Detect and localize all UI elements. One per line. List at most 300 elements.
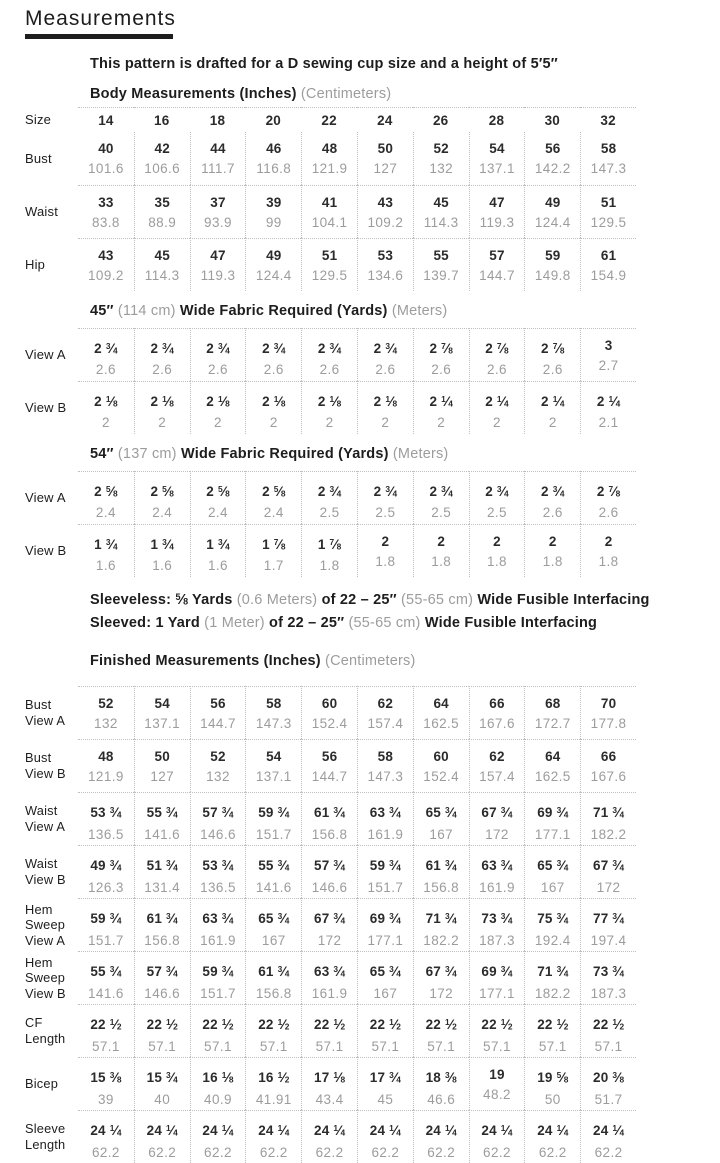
- inches-value: 22 $^1⁄_2$: [202, 1017, 234, 1033]
- text-segment-muted: (Centimeters): [325, 653, 416, 670]
- measurement-cell: [469, 739, 525, 792]
- inches-value: 61 $^3⁄_4$: [425, 858, 457, 874]
- measurement-cell: [524, 185, 580, 238]
- measurement-cell: [301, 951, 357, 1004]
- measurement-cell: [190, 328, 246, 381]
- text-segment: 54″: [90, 446, 118, 462]
- inches-value: 1 $^3⁄_4$: [150, 536, 174, 552]
- inches-value: 2 $^1⁄_8$: [150, 393, 174, 409]
- measurement-cell: [580, 845, 636, 898]
- centimeters-value: 2: [158, 415, 167, 431]
- inches-value: 2 $^3⁄_4$: [262, 340, 286, 356]
- measurement-cell: [357, 132, 413, 185]
- measurement-cell: [469, 898, 525, 951]
- finished-measurements-heading: [90, 653, 720, 669]
- inches-value: 45: [433, 195, 449, 210]
- measurement-cell: [524, 1004, 580, 1057]
- centimeters-value: 2.6: [152, 362, 173, 378]
- measurement-cell: [580, 524, 636, 577]
- measurement-cell: [580, 238, 636, 291]
- size-label: Size: [25, 111, 52, 127]
- measurement-cell: [78, 132, 134, 185]
- table-row: [25, 1057, 720, 1110]
- measurement-cell: [134, 381, 190, 434]
- text-segment-muted: (1 Meter): [204, 615, 270, 632]
- centimeters-value: 99: [265, 215, 282, 230]
- centimeters-value: 2.6: [375, 362, 396, 378]
- measurement-cell: [245, 1004, 301, 1057]
- inches-value: 22 $^1⁄_2$: [425, 1017, 457, 1033]
- measurement-cell: [301, 1110, 357, 1163]
- inches-value: 75 $^3⁄_4$: [537, 911, 569, 927]
- inches-value: 54: [489, 141, 505, 156]
- inches-value: 52: [210, 749, 226, 765]
- fabric-45-heading: [90, 303, 720, 319]
- centimeters-value: 57.1: [538, 1038, 567, 1054]
- interfacing-notes: [0, 586, 720, 634]
- measurement-cell: [301, 328, 357, 381]
- measurement-cell: [413, 524, 469, 577]
- text-segment-muted: (137 cm): [117, 446, 181, 462]
- inches-value: 64: [545, 749, 561, 765]
- centimeters-value: 136.5: [88, 826, 124, 842]
- measurement-cell: [580, 1004, 636, 1057]
- inches-value: 20 $^3⁄_8$: [592, 1070, 625, 1086]
- centimeters-value: 146.6: [200, 826, 236, 842]
- measurement-cell: [134, 686, 190, 739]
- centimeters-value: 111.7: [201, 161, 235, 176]
- inches-value: 42: [154, 141, 170, 156]
- measurement-cell: [413, 185, 469, 238]
- centimeters-value: 129.5: [311, 268, 348, 283]
- inches-value: 24 $^1⁄_4$: [369, 1123, 401, 1139]
- centimeters-value: 2.6: [319, 362, 340, 378]
- centimeters-value: 2: [548, 415, 557, 431]
- centimeters-value: 192.4: [534, 932, 571, 948]
- measurement-cell: [469, 1057, 525, 1110]
- inches-value: 57 $^3⁄_4$: [146, 964, 178, 980]
- text-segment-muted: (55-65 cm): [348, 615, 425, 632]
- text-segment: Sleeved: 1 Yard: [90, 615, 205, 632]
- centimeters-value: 1.6: [208, 558, 228, 574]
- table-row: [25, 739, 720, 792]
- text-segment: Sleeveless: $^5⁄_8$ Yards: [90, 592, 237, 609]
- centimeters-value: 2.6: [486, 362, 507, 378]
- text-segment-muted: (Meters): [392, 446, 449, 462]
- centimeters-value: 57.1: [204, 1038, 232, 1054]
- inches-value: 51: [321, 248, 338, 263]
- measurement-cell: [134, 845, 190, 898]
- centimeters-value: 127: [150, 769, 175, 785]
- inches-value: 2 $^5⁄_8$: [262, 483, 286, 499]
- centimeters-value: 1.8: [542, 554, 563, 569]
- measurement-cell: [134, 328, 190, 381]
- table-row: [25, 132, 720, 185]
- measurement-cell: [524, 471, 580, 524]
- text-segment: of 22 – 25″: [321, 592, 402, 609]
- measurement-cell: [357, 471, 413, 524]
- inches-value: 66: [489, 696, 505, 712]
- measurement-cell: [413, 1110, 469, 1163]
- row-label: Waist View A: [25, 803, 66, 834]
- inches-value: 2 $^5⁄_8$: [150, 483, 174, 499]
- centimeters-value: 151.7: [255, 826, 292, 842]
- centimeters-value: 2.4: [208, 505, 228, 521]
- measurement-cell: [469, 792, 525, 845]
- interfacing-note-sleeveless: [90, 586, 720, 612]
- measurement-cell: [524, 792, 580, 845]
- measurement-cell: [469, 845, 525, 898]
- measurement-cell: [245, 238, 301, 291]
- measurement-cell: [78, 686, 134, 739]
- measurement-cell: [134, 185, 190, 238]
- centimeters-value: 2: [493, 415, 501, 431]
- measurement-cell: [469, 686, 525, 739]
- size-value: 22: [301, 107, 357, 132]
- inches-value: 52: [98, 696, 114, 712]
- measurement-cell: [245, 686, 301, 739]
- inches-value: 56: [210, 696, 226, 712]
- measurement-cell: [134, 792, 190, 845]
- row-label: Hem Sweep View B: [25, 954, 66, 1001]
- inches-value: 2: [548, 534, 557, 549]
- centimeters-value: 162.5: [423, 716, 460, 732]
- inches-value: 63 $^3⁄_4$: [202, 911, 234, 927]
- measurement-cell: [357, 381, 413, 434]
- inches-value: 2: [381, 534, 390, 549]
- table-row: [25, 1110, 720, 1163]
- size-header-row: [25, 107, 720, 132]
- measurement-cell: [580, 686, 636, 739]
- measurement-cell: [78, 238, 134, 291]
- inches-value: 19 $^5⁄_8$: [537, 1070, 569, 1086]
- centimeters-value: 161.9: [311, 985, 348, 1001]
- centimeters-value: 162.5: [534, 769, 571, 785]
- text-segment: Wide Fabric Required (Yards): [180, 446, 393, 462]
- size-value: 14: [78, 107, 134, 132]
- inches-value: 2 $^3⁄_4$: [150, 340, 174, 356]
- centimeters-value: 167.6: [590, 769, 627, 785]
- row-label: Sleeve Length: [25, 1121, 66, 1152]
- centimeters-value: 88.9: [148, 215, 177, 230]
- centimeters-value: 2.4: [95, 505, 116, 521]
- inches-value: 59 $^3⁄_4$: [90, 911, 122, 927]
- centimeters-value: 156.8: [423, 879, 460, 895]
- inches-value: 50: [154, 749, 170, 765]
- measurement-cell: [301, 471, 357, 524]
- centimeters-value: 127: [373, 161, 398, 176]
- centimeters-value: 2: [437, 415, 446, 431]
- inches-value: 47: [210, 248, 226, 263]
- row-label: Bust View A: [25, 697, 66, 728]
- table-row: [25, 951, 720, 1004]
- measurement-cell: [524, 381, 580, 434]
- centimeters-value: 182.2: [534, 985, 571, 1001]
- centimeters-value: 147.3: [255, 716, 292, 732]
- centimeters-value: 187.3: [479, 932, 515, 948]
- inches-value: 22 $^1⁄_2$: [537, 1017, 569, 1033]
- measurement-cell: [413, 381, 469, 434]
- measurement-cell: [190, 471, 246, 524]
- centimeters-value: 147.3: [590, 161, 627, 176]
- table-row: [25, 328, 720, 381]
- inches-value: 55 $^3⁄_4$: [258, 858, 290, 874]
- measurement-cell: [301, 132, 357, 185]
- inches-value: 67 $^3⁄_4$: [314, 911, 346, 927]
- inches-value: 67 $^3⁄_4$: [425, 964, 457, 980]
- measurement-cell: [413, 1057, 469, 1110]
- inches-value: 65 $^3⁄_4$: [425, 805, 457, 821]
- measurement-cell: [245, 185, 301, 238]
- centimeters-value: 62.2: [259, 1144, 288, 1160]
- inches-value: 2 $^1⁄_8$: [373, 393, 398, 409]
- inches-value: 43: [377, 195, 394, 210]
- text-segment: Body Measurements (Inches): [90, 86, 301, 102]
- inches-value: 73 $^3⁄_4$: [481, 911, 513, 927]
- table-row: [25, 524, 720, 577]
- centimeters-value: 2: [381, 415, 390, 431]
- inches-value: 22 $^1⁄_2$: [258, 1017, 290, 1033]
- centimeters-value: 2.6: [542, 505, 563, 521]
- centimeters-value: 57.1: [315, 1038, 344, 1054]
- text-segment-muted: (0.6 Meters): [236, 592, 322, 609]
- centimeters-value: 46.6: [427, 1091, 456, 1107]
- measurement-cell: [580, 328, 636, 381]
- measurement-cell: [580, 792, 636, 845]
- inches-value: 2 $^3⁄_4$: [429, 483, 453, 499]
- inches-value: 61 $^3⁄_4$: [146, 911, 178, 927]
- text-segment: of 22 – 25″: [269, 615, 349, 632]
- inches-value: 22 $^1⁄_2$: [592, 1017, 625, 1033]
- centimeters-value: 129.5: [590, 215, 627, 230]
- table-row: [25, 238, 720, 291]
- finished-measurements-table: [25, 686, 720, 1163]
- text-segment-muted: (114 cm): [117, 303, 180, 319]
- inches-value: 2 $^1⁄_4$: [541, 393, 565, 409]
- measurement-cell: [357, 328, 413, 381]
- measurement-cell: [524, 1057, 580, 1110]
- measurement-cell: [245, 1110, 301, 1163]
- centimeters-value: 2.7: [598, 358, 619, 373]
- centimeters-value: 161.9: [479, 879, 515, 895]
- centimeters-value: 137.1: [479, 161, 515, 176]
- inches-value: 63 $^3⁄_4$: [314, 964, 346, 980]
- measurement-cell: [469, 238, 525, 291]
- inches-value: 2 $^1⁄_4$: [485, 393, 509, 409]
- body-measurements-table: [25, 107, 720, 291]
- measurement-cell: [413, 845, 469, 898]
- measurement-cell: [134, 471, 190, 524]
- measurement-cell: [78, 1110, 134, 1163]
- inches-value: 2: [437, 534, 446, 549]
- measurement-cell: [190, 185, 246, 238]
- measurement-cell: [357, 739, 413, 792]
- centimeters-value: 109.2: [88, 268, 124, 283]
- centimeters-value: 146.6: [311, 879, 348, 895]
- inches-value: 51: [600, 195, 617, 210]
- centimeters-value: 156.8: [144, 932, 181, 948]
- centimeters-value: 2.1: [598, 415, 619, 431]
- centimeters-value: 62.2: [91, 1144, 120, 1160]
- centimeters-value: 151.7: [367, 879, 404, 895]
- intro-text: This pattern is drafted for a D sewing cup size and a height of 5′5″: [90, 56, 558, 72]
- measurement-cell: [190, 524, 246, 577]
- centimeters-value: 1.8: [375, 554, 396, 569]
- inches-value: 24 $^1⁄_4$: [90, 1123, 122, 1139]
- size-value: 24: [357, 107, 413, 132]
- measurement-cell: [357, 951, 413, 1004]
- inches-value: 22 $^1⁄_2$: [146, 1017, 178, 1033]
- inches-value: 67 $^3⁄_4$: [592, 858, 625, 874]
- measurement-cell: [524, 739, 580, 792]
- measurement-cell: [357, 524, 413, 577]
- centimeters-value: 147.3: [367, 769, 404, 785]
- centimeters-value: 1.7: [263, 558, 284, 574]
- text-segment-muted: (Meters): [391, 303, 448, 319]
- inches-value: 50: [377, 141, 394, 156]
- inches-value: 39: [266, 195, 282, 210]
- centimeters-value: 1.6: [152, 558, 173, 574]
- centimeters-value: 1.8: [319, 558, 340, 574]
- centimeters-value: 2.5: [319, 505, 340, 521]
- measurement-cell: [301, 845, 357, 898]
- inches-value: 58: [377, 749, 394, 765]
- inches-value: 24 $^1⁄_4$: [481, 1123, 513, 1139]
- measurement-cell: [190, 132, 246, 185]
- row-label: Waist View B: [25, 856, 66, 887]
- centimeters-value: 141.6: [88, 985, 124, 1001]
- measurement-cell: [413, 686, 469, 739]
- centimeters-value: 1.6: [95, 558, 116, 574]
- measurement-cell: [190, 1057, 246, 1110]
- row-label: Bust: [25, 150, 52, 166]
- row-label: Hem Sweep View A: [25, 901, 66, 948]
- inches-value: 65 $^3⁄_4$: [369, 964, 401, 980]
- text-segment: Wide Fusible Interfacing: [424, 615, 598, 632]
- measurement-cell: [580, 951, 636, 1004]
- centimeters-value: 2.6: [542, 362, 563, 378]
- inches-value: 2 $^7⁄_8$: [541, 340, 565, 356]
- table-row: [25, 381, 720, 434]
- inches-value: 1 $^3⁄_4$: [206, 536, 230, 552]
- body-measurements-heading: [90, 86, 720, 102]
- centimeters-value: 116.8: [256, 161, 292, 176]
- text-segment-muted: (55-65 cm): [401, 592, 478, 609]
- inches-value: 40: [98, 141, 114, 156]
- inches-value: 56: [321, 749, 338, 765]
- measurement-cell: [469, 381, 525, 434]
- centimeters-value: 121.9: [88, 769, 124, 785]
- row-label: View A: [25, 489, 66, 505]
- centimeters-value: 167: [429, 826, 454, 842]
- centimeters-value: 161.9: [367, 826, 404, 842]
- inches-value: 71 $^3⁄_4$: [592, 805, 625, 821]
- inches-value: 2 $^3⁄_4$: [94, 340, 118, 356]
- text-segment: Wide Fusible Interfacing: [477, 592, 650, 609]
- inches-value: 22 $^1⁄_2$: [314, 1017, 346, 1033]
- centimeters-value: 62.2: [538, 1144, 567, 1160]
- measurement-cell: [190, 739, 246, 792]
- measurement-cell: [357, 1004, 413, 1057]
- measurement-cell: [245, 792, 301, 845]
- inches-value: 2 $^1⁄_4$: [429, 393, 453, 409]
- centimeters-value: 132: [429, 161, 454, 176]
- centimeters-value: 2: [269, 415, 278, 431]
- inches-value: 19: [489, 1067, 505, 1083]
- centimeters-value: 167: [373, 985, 398, 1001]
- measurement-cell: [301, 381, 357, 434]
- measurement-cell: [245, 524, 301, 577]
- inches-value: 2 $^3⁄_4$: [541, 483, 565, 499]
- interfacing-note-sleeved: [90, 612, 720, 634]
- measurement-cell: [134, 1057, 190, 1110]
- centimeters-value: 50: [544, 1091, 561, 1107]
- centimeters-value: 172: [485, 826, 509, 842]
- centimeters-value: 2.6: [598, 505, 619, 521]
- inches-value: 2 $^1⁄_4$: [596, 393, 621, 409]
- measurement-cell: [524, 132, 580, 185]
- inches-value: 24 $^1⁄_4$: [425, 1123, 457, 1139]
- inches-value: 45: [154, 248, 170, 263]
- table-row: [25, 845, 720, 898]
- centimeters-value: 62.2: [204, 1144, 232, 1160]
- inches-value: 58: [600, 141, 617, 156]
- row-label: CF Length: [25, 1015, 66, 1046]
- measurement-cell: [134, 1110, 190, 1163]
- table-row: [25, 898, 720, 951]
- centimeters-value: 151.7: [200, 985, 236, 1001]
- measurement-cell: [580, 132, 636, 185]
- centimeters-value: 157.4: [367, 716, 404, 732]
- inches-value: 69 $^3⁄_4$: [481, 964, 513, 980]
- measurement-cell: [580, 739, 636, 792]
- inches-value: 71 $^3⁄_4$: [425, 911, 457, 927]
- centimeters-value: 57.1: [483, 1038, 511, 1054]
- measurement-cell: [580, 898, 636, 951]
- measurement-cell: [245, 471, 301, 524]
- size-value: 20: [245, 107, 301, 132]
- measurement-cell: [301, 792, 357, 845]
- measurement-cell: [413, 739, 469, 792]
- inches-value: 59 $^3⁄_4$: [202, 964, 234, 980]
- title-underline: [25, 34, 173, 39]
- inches-value: 43: [98, 248, 114, 263]
- inches-value: 61: [600, 248, 617, 263]
- inches-value: 57: [489, 248, 505, 263]
- measurement-cell: [78, 951, 134, 1004]
- centimeters-value: 154.9: [590, 268, 627, 283]
- centimeters-value: 1.8: [486, 554, 507, 569]
- inches-value: 2 $^7⁄_8$: [429, 340, 453, 356]
- table-row: [25, 1004, 720, 1057]
- centimeters-value: 132: [206, 769, 230, 785]
- row-label: Waist: [25, 203, 59, 219]
- centimeters-value: 177.1: [479, 985, 515, 1001]
- inches-value: 37: [210, 195, 226, 210]
- inches-value: 66: [600, 749, 617, 765]
- centimeters-value: 40: [154, 1091, 171, 1107]
- measurement-cell: [134, 739, 190, 792]
- row-label: View A: [25, 346, 66, 362]
- inches-value: 24 $^1⁄_4$: [537, 1123, 569, 1139]
- centimeters-value: 2.4: [152, 505, 173, 521]
- measurement-cell: [524, 1110, 580, 1163]
- table-row: [25, 471, 720, 524]
- inches-value: 15 $^3⁄_8$: [90, 1070, 122, 1086]
- centimeters-value: 136.5: [200, 879, 236, 895]
- centimeters-value: 121.9: [311, 161, 348, 176]
- centimeters-value: 182.2: [590, 826, 627, 842]
